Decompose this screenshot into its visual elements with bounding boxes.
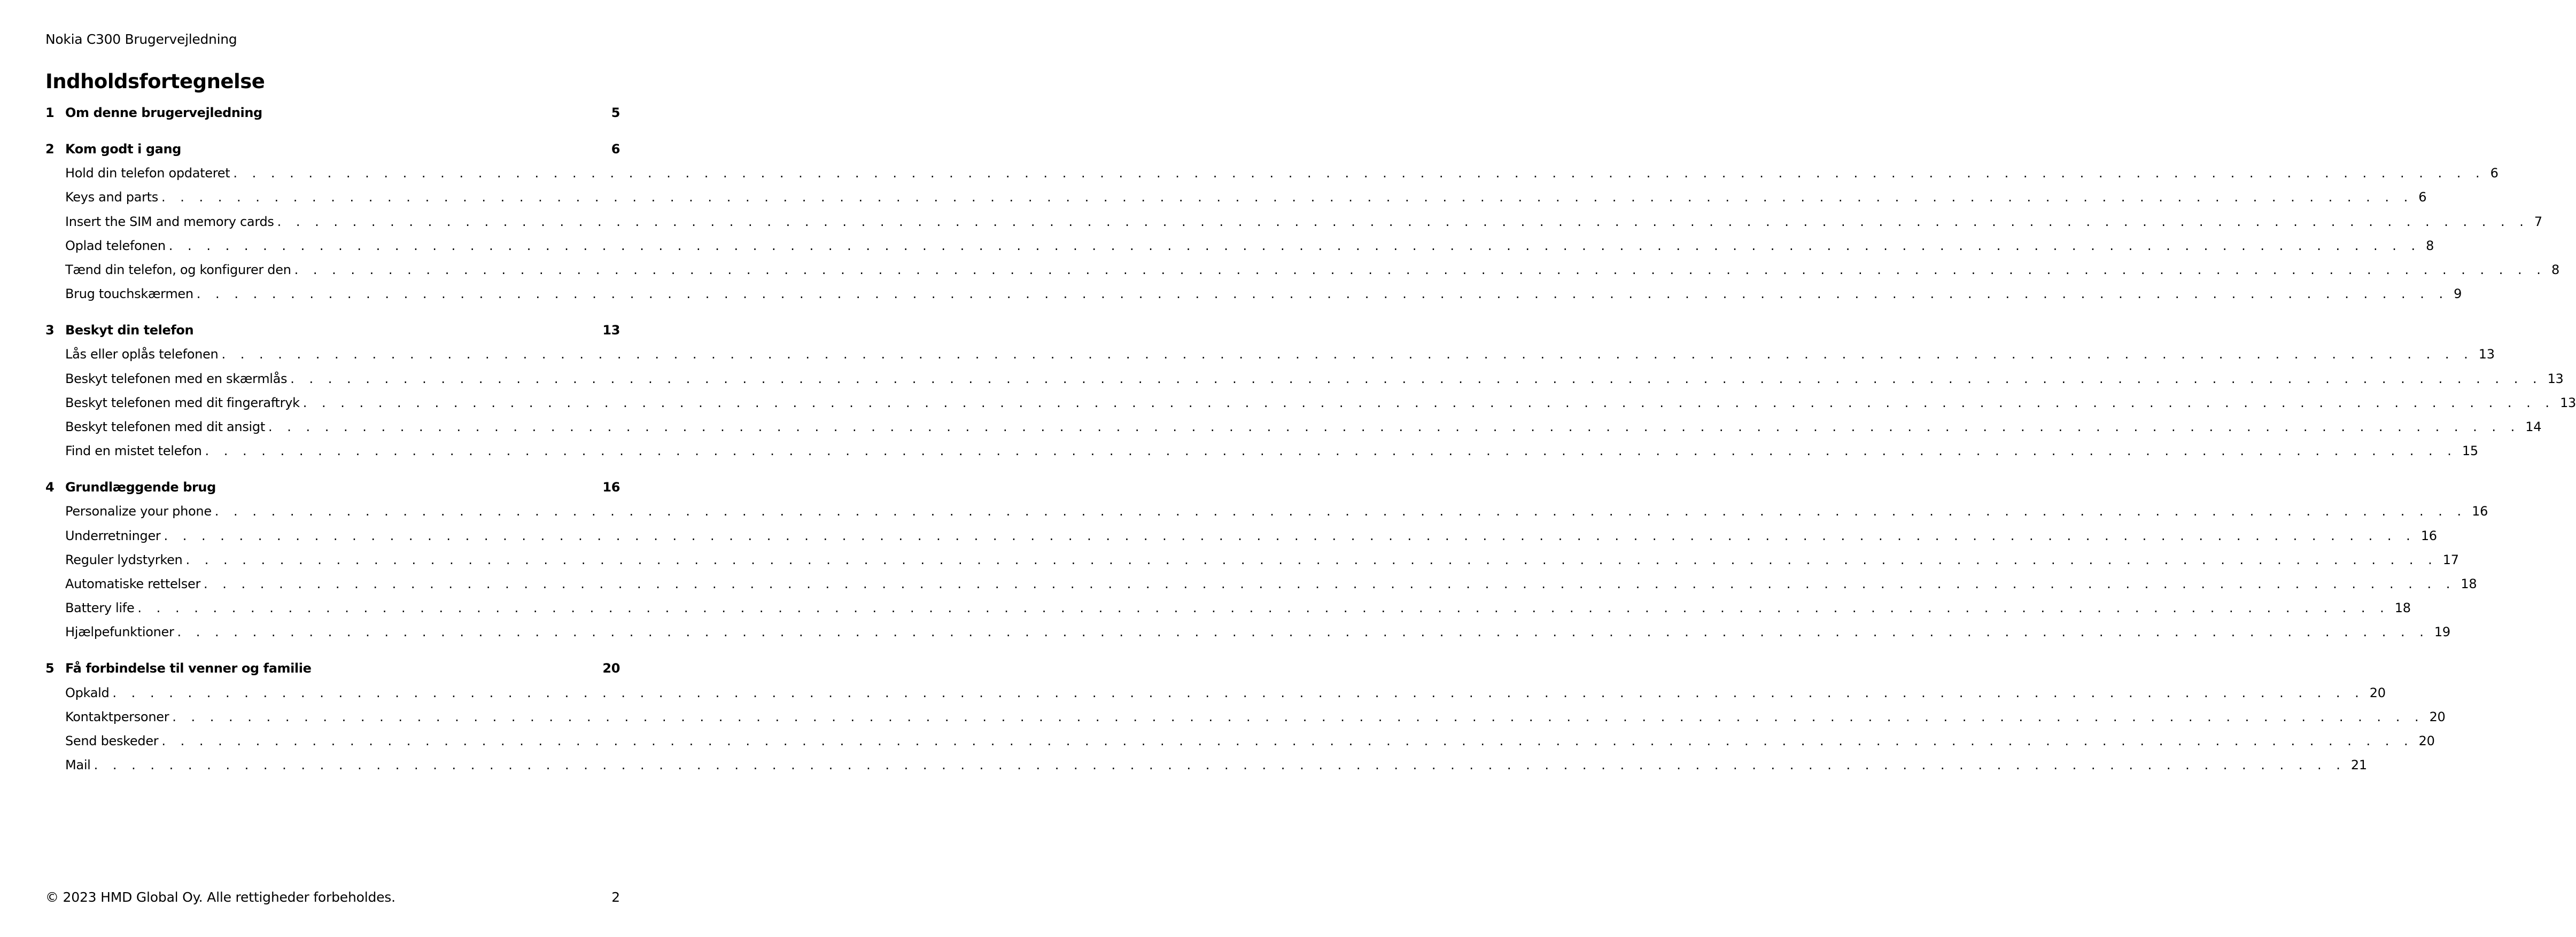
toc-title: Indholdsfortegnelse	[45, 70, 265, 93]
dot-leader: . . . . . . . . . . . . . . . . . . . . . . . . . . . . . . . . . . . . . . . . . . . . . . . . . . . . . . . . . . . . . . . . . . . . . . . . . . . . . . . . . . . . . . . . . . . . . . . . . . . . . . . . . . . . . . . . . . . . . . . .	[137, 600, 2389, 616]
toc-entry[interactable]	[65, 502, 2488, 520]
chapter-page-number: 16	[602, 480, 620, 495]
entry-title: Insert the SIM and memory cards	[65, 213, 277, 231]
entry-title: Keys and parts	[65, 188, 161, 206]
page-number: 2	[611, 889, 620, 905]
document-page	[45, 0, 2576, 937]
toc-entry[interactable]	[65, 623, 2450, 641]
entry-title: Kontaktpersoner	[65, 708, 172, 726]
page-footer	[45, 889, 620, 906]
entry-page-number: 13	[2478, 347, 2495, 362]
chapter-title: Om denne brugervejledning	[65, 105, 262, 120]
toc-entry[interactable]	[65, 684, 2386, 702]
dot-leader: . . . . . . . . . . . . . . . . . . . . . . . . . . . . . . . . . . . . . . . . . . . . . . . . . . . . . . . . . . . . . . . . . . . . . . . . . . . . . . . . . . . . . . . . . . . . . . . . . . . . . . . . . . . . . . . . . . . . . . . .	[172, 709, 2424, 724]
dot-leader: . . . . . . . . . . . . . . . . . . . . . . . . . . . . . . . . . . . . . . . . . . . . . . . . . . . . . . . . . . . . . . . . . . . . . . . . . . . . . . . . . . . . . . . . . . . . . . . . . . . . . . . . . . . . . . . . . . . . . . . .	[221, 347, 2473, 362]
toc-entry[interactable]	[65, 370, 2564, 388]
toc-entry[interactable]	[65, 261, 2559, 279]
chapter-page-number: 5	[611, 105, 620, 120]
chapter-title: Beskyt din telefon	[65, 323, 194, 338]
dot-leader: . . . . . . . . . . . . . . . . . . . . . . . . . . . . . . . . . . . . . . . . . . . . . . . . . . . . . . . . . . . . . . . . . . . . . . . . . . . . . . . . . . . . . . . . . . . . . . . . . . . . . . . . . . . . . . . . . . . . . . . .	[94, 758, 2346, 773]
dot-leader: . . . . . . . . . . . . . . . . . . . . . . . . . . . . . . . . . . . . . . . . . . . . . . . . . . . . . . . . . . . . . . . . . . . . . . . . . . . . . . . . . . . . . . . . . . . . . . . . . . . . . . . . . . . . . . . . . . . . . . . .	[302, 395, 2555, 410]
chapter-page-number: 6	[611, 142, 620, 157]
entry-page-number: 6	[2490, 166, 2499, 181]
entry-page-number: 13	[2560, 395, 2576, 410]
toc-entry[interactable]	[65, 575, 2477, 593]
toc-entry[interactable]	[65, 394, 2576, 412]
toc-entry[interactable]	[65, 164, 2499, 182]
entry-title: Beskyt telefonen med en skærmlås	[65, 370, 290, 388]
entry-title: Personalize your phone	[65, 502, 215, 520]
dot-leader: . . . . . . . . . . . . . . . . . . . . . . . . . . . . . . . . . . . . . . . . . . . . . . . . . . . . . . . . . . . . . . . . . . . . . . . . . . . . . . . . . . . . . . . . . . . . . . . . . . . . . . . . . . . . . . . . . . . . . . . .	[161, 190, 2414, 205]
entry-title: Brug touchskærmen	[65, 285, 197, 303]
toc-entry[interactable]	[65, 756, 2367, 774]
entry-page-number: 13	[2547, 371, 2564, 386]
toc-entry[interactable]	[65, 188, 2427, 206]
entry-page-number: 18	[2394, 600, 2411, 616]
toc-entry[interactable]	[65, 732, 2435, 750]
entry-page-number: 14	[2525, 419, 2542, 434]
dot-leader: . . . . . . . . . . . . . . . . . . . . . . . . . . . . . . . . . . . . . . . . . . . . . . . . . . . . . . . . . . . . . . . . . . . . . . . . . . . . . . . . . . . . . . . . . . . . . . . . . . . . . . . . . . . . . . . . . . . . . . . .	[185, 552, 2438, 567]
entry-page-number: 21	[2350, 758, 2367, 773]
entry-title: Find en mistet telefon	[65, 442, 205, 460]
toc-entry[interactable]	[65, 708, 2446, 726]
entry-page-number: 20	[2429, 709, 2446, 724]
chapter-number: 5	[45, 661, 55, 676]
toc-entry[interactable]	[65, 345, 2495, 363]
dot-leader: . . . . . . . . . . . . . . . . . . . . . . . . . . . . . . . . . . . . . . . . . . . . . . . . . . . . . . . . . . . . . . . . . . . . . . . . . . . . . . . . . . . . . . . . . . . . . . . . . . . . . . . . . . . . . . . . . . . . . . . .	[168, 238, 2421, 253]
toc-chapter[interactable]	[45, 478, 620, 496]
chapter-page-number: 13	[602, 323, 620, 338]
entry-page-number: 19	[2434, 624, 2450, 640]
chapter-number: 4	[45, 480, 55, 495]
toc-entry[interactable]	[65, 551, 2459, 569]
chapter-number: 3	[45, 323, 55, 338]
toc-entry[interactable]	[65, 418, 2542, 436]
entry-page-number: 17	[2442, 552, 2459, 567]
dot-leader: . . . . . . . . . . . . . . . . . . . . . . . . . . . . . . . . . . . . . . . . . . . . . . . . . . . . . . . . . . . . . . . . . . . . . . . . . . . . . . . . . . . . . . . . . . . . . . . . . . . . . . . . . . . . . . . . . . . . . . . .	[177, 624, 2429, 640]
dot-leader: . . . . . . . . . . . . . . . . . . . . . . . . . . . . . . . . . . . . . . . . . . . . . . . . . . . . . . . . . . . . . . . . . . . . . . . . . . . . . . . . . . . . . . . . . . . . . . . . . . . . . . . . . . . . . . . . . . . . . . . .	[233, 166, 2485, 181]
toc-entry[interactable]	[65, 442, 2478, 460]
entry-title: Battery life	[65, 599, 137, 617]
toc-entry[interactable]	[65, 237, 2434, 255]
dot-leader: . . . . . . . . . . . . . . . . . . . . . . . . . . . . . . . . . . . . . . . . . . . . . . . . . . . . . . . . . . . . . . . . . . . . . . . . . . . . . . . . . . . . . . . . . . . . . . . . . . . . . . . . . . . . . . . . . . . . . . . .	[112, 685, 2364, 700]
entry-title: Automatiske rettelser	[65, 575, 204, 593]
dot-leader: . . . . . . . . . . . . . . . . . . . . . . . . . . . . . . . . . . . . . . . . . . . . . . . . . . . . . . . . . . . . . . . . . . . . . . . . . . . . . . . . . . . . . . . . . . . . . . . . . . . . . . . . . . . . . . . . . . . . . . . .	[277, 214, 2529, 229]
entry-title: Reguler lydstyrken	[65, 551, 185, 569]
dot-leader: . . . . . . . . . . . . . . . . . . . . . . . . . . . . . . . . . . . . . . . . . . . . . . . . . . . . . . . . . . . . . . . . . . . . . . . . . . . . . . . . . . . . . . . . . . . . . . . . . . . . . . . . . . . . . . . . . . . . . . . .	[196, 286, 2449, 302]
entry-page-number: 20	[2369, 685, 2386, 700]
entry-title: Tænd din telefon, og konfigurer den	[65, 261, 294, 279]
entry-title: Mail	[65, 756, 94, 774]
entry-title: Lås eller oplås telefonen	[65, 345, 221, 363]
toc-chapter[interactable]	[45, 321, 620, 339]
toc-entry[interactable]	[65, 527, 2437, 545]
chapter-title: Få forbindelse til venner og familie	[65, 661, 312, 676]
toc-chapter[interactable]	[45, 659, 620, 677]
chapter-page-number: 20	[602, 661, 620, 676]
entry-page-number: 7	[2534, 214, 2542, 229]
entry-page-number: 20	[2418, 733, 2435, 748]
entry-title: Opkald	[65, 684, 112, 702]
dot-leader: . . . . . . . . . . . . . . . . . . . . . . . . . . . . . . . . . . . . . . . . . . . . . . . . . . . . . . . . . . . . . . . . . . . . . . . . . . . . . . . . . . . . . . . . . . . . . . . . . . . . . . . . . . . . . . . . . . . . . . . .	[164, 528, 2416, 543]
toc-chapter[interactable]	[45, 104, 620, 122]
toc-entry[interactable]	[65, 285, 2462, 303]
copyright-notice: © 2023 HMD Global Oy. Alle rettigheder forbeholdes.	[45, 889, 395, 905]
entry-page-number: 8	[2551, 262, 2559, 277]
dot-leader: . . . . . . . . . . . . . . . . . . . . . . . . . . . . . . . . . . . . . . . . . . . . . . . . . . . . . . . . . . . . . . . . . . . . . . . . . . . . . . . . . . . . . . . . . . . . . . . . . . . . . . . . . . . . . . . . . . . . . . . .	[205, 443, 2457, 459]
dot-leader: . . . . . . . . . . . . . . . . . . . . . . . . . . . . . . . . . . . . . . . . . . . . . . . . . . . . . . . . . . . . . . . . . . . . . . . . . . . . . . . . . . . . . . . . . . . . . . . . . . . . . . . . . . . . . . . . . . . . . . . .	[294, 262, 2546, 277]
chapter-title: Kom godt i gang	[65, 142, 181, 157]
dot-leader: . . . . . . . . . . . . . . . . . . . . . . . . . . . . . . . . . . . . . . . . . . . . . . . . . . . . . . . . . . . . . . . . . . . . . . . . . . . . . . . . . . . . . . . . . . . . . . . . . . . . . . . . . . . . . . . . . . . . . . . .	[204, 576, 2456, 591]
entry-page-number: 16	[2420, 528, 2437, 543]
dot-leader: . . . . . . . . . . . . . . . . . . . . . . . . . . . . . . . . . . . . . . . . . . . . . . . . . . . . . . . . . . . . . . . . . . . . . . . . . . . . . . . . . . . . . . . . . . . . . . . . . . . . . . . . . . . . . . . . . . . . . . . .	[268, 419, 2520, 434]
running-header: Nokia C300 Brugervejledning	[45, 32, 237, 47]
entry-page-number: 15	[2462, 443, 2478, 459]
entry-page-number: 16	[2472, 504, 2488, 519]
dot-leader: . . . . . . . . . . . . . . . . . . . . . . . . . . . . . . . . . . . . . . . . . . . . . . . . . . . . . . . . . . . . . . . . . . . . . . . . . . . . . . . . . . . . . . . . . . . . . . . . . . . . . . . . . . . . . . . . . . . . . . . .	[214, 504, 2467, 519]
chapter-title: Grundlæggende brug	[65, 480, 216, 495]
entry-title: Beskyt telefonen med dit fingeraftryk	[65, 394, 303, 412]
toc-chapter[interactable]	[45, 140, 620, 158]
entry-title: Hjælpefunktioner	[65, 623, 177, 641]
chapter-number: 2	[45, 142, 55, 157]
entry-title: Beskyt telefonen med dit ansigt	[65, 418, 268, 436]
dot-leader: . . . . . . . . . . . . . . . . . . . . . . . . . . . . . . . . . . . . . . . . . . . . . . . . . . . . . . . . . . . . . . . . . . . . . . . . . . . . . . . . . . . . . . . . . . . . . . . . . . . . . . . . . . . . . . . . . . . . . . . .	[290, 371, 2542, 386]
entry-title: Hold din telefon opdateret	[65, 164, 233, 182]
entry-page-number: 6	[2418, 190, 2427, 205]
entry-title: Oplad telefonen	[65, 237, 169, 255]
entry-page-number: 8	[2426, 238, 2434, 253]
entry-page-number: 18	[2461, 576, 2477, 591]
entry-title: Underretninger	[65, 527, 164, 545]
entry-title: Send beskeder	[65, 732, 161, 750]
toc-entry[interactable]	[65, 599, 2411, 617]
toc-entry[interactable]	[65, 213, 2542, 231]
chapter-number: 1	[45, 105, 55, 120]
dot-leader: . . . . . . . . . . . . . . . . . . . . . . . . . . . . . . . . . . . . . . . . . . . . . . . . . . . . . . . . . . . . . . . . . . . . . . . . . . . . . . . . . . . . . . . . . . . . . . . . . . . . . . . . . . . . . . . . . . . . . . . .	[161, 733, 2414, 748]
entry-page-number: 9	[2454, 286, 2462, 302]
